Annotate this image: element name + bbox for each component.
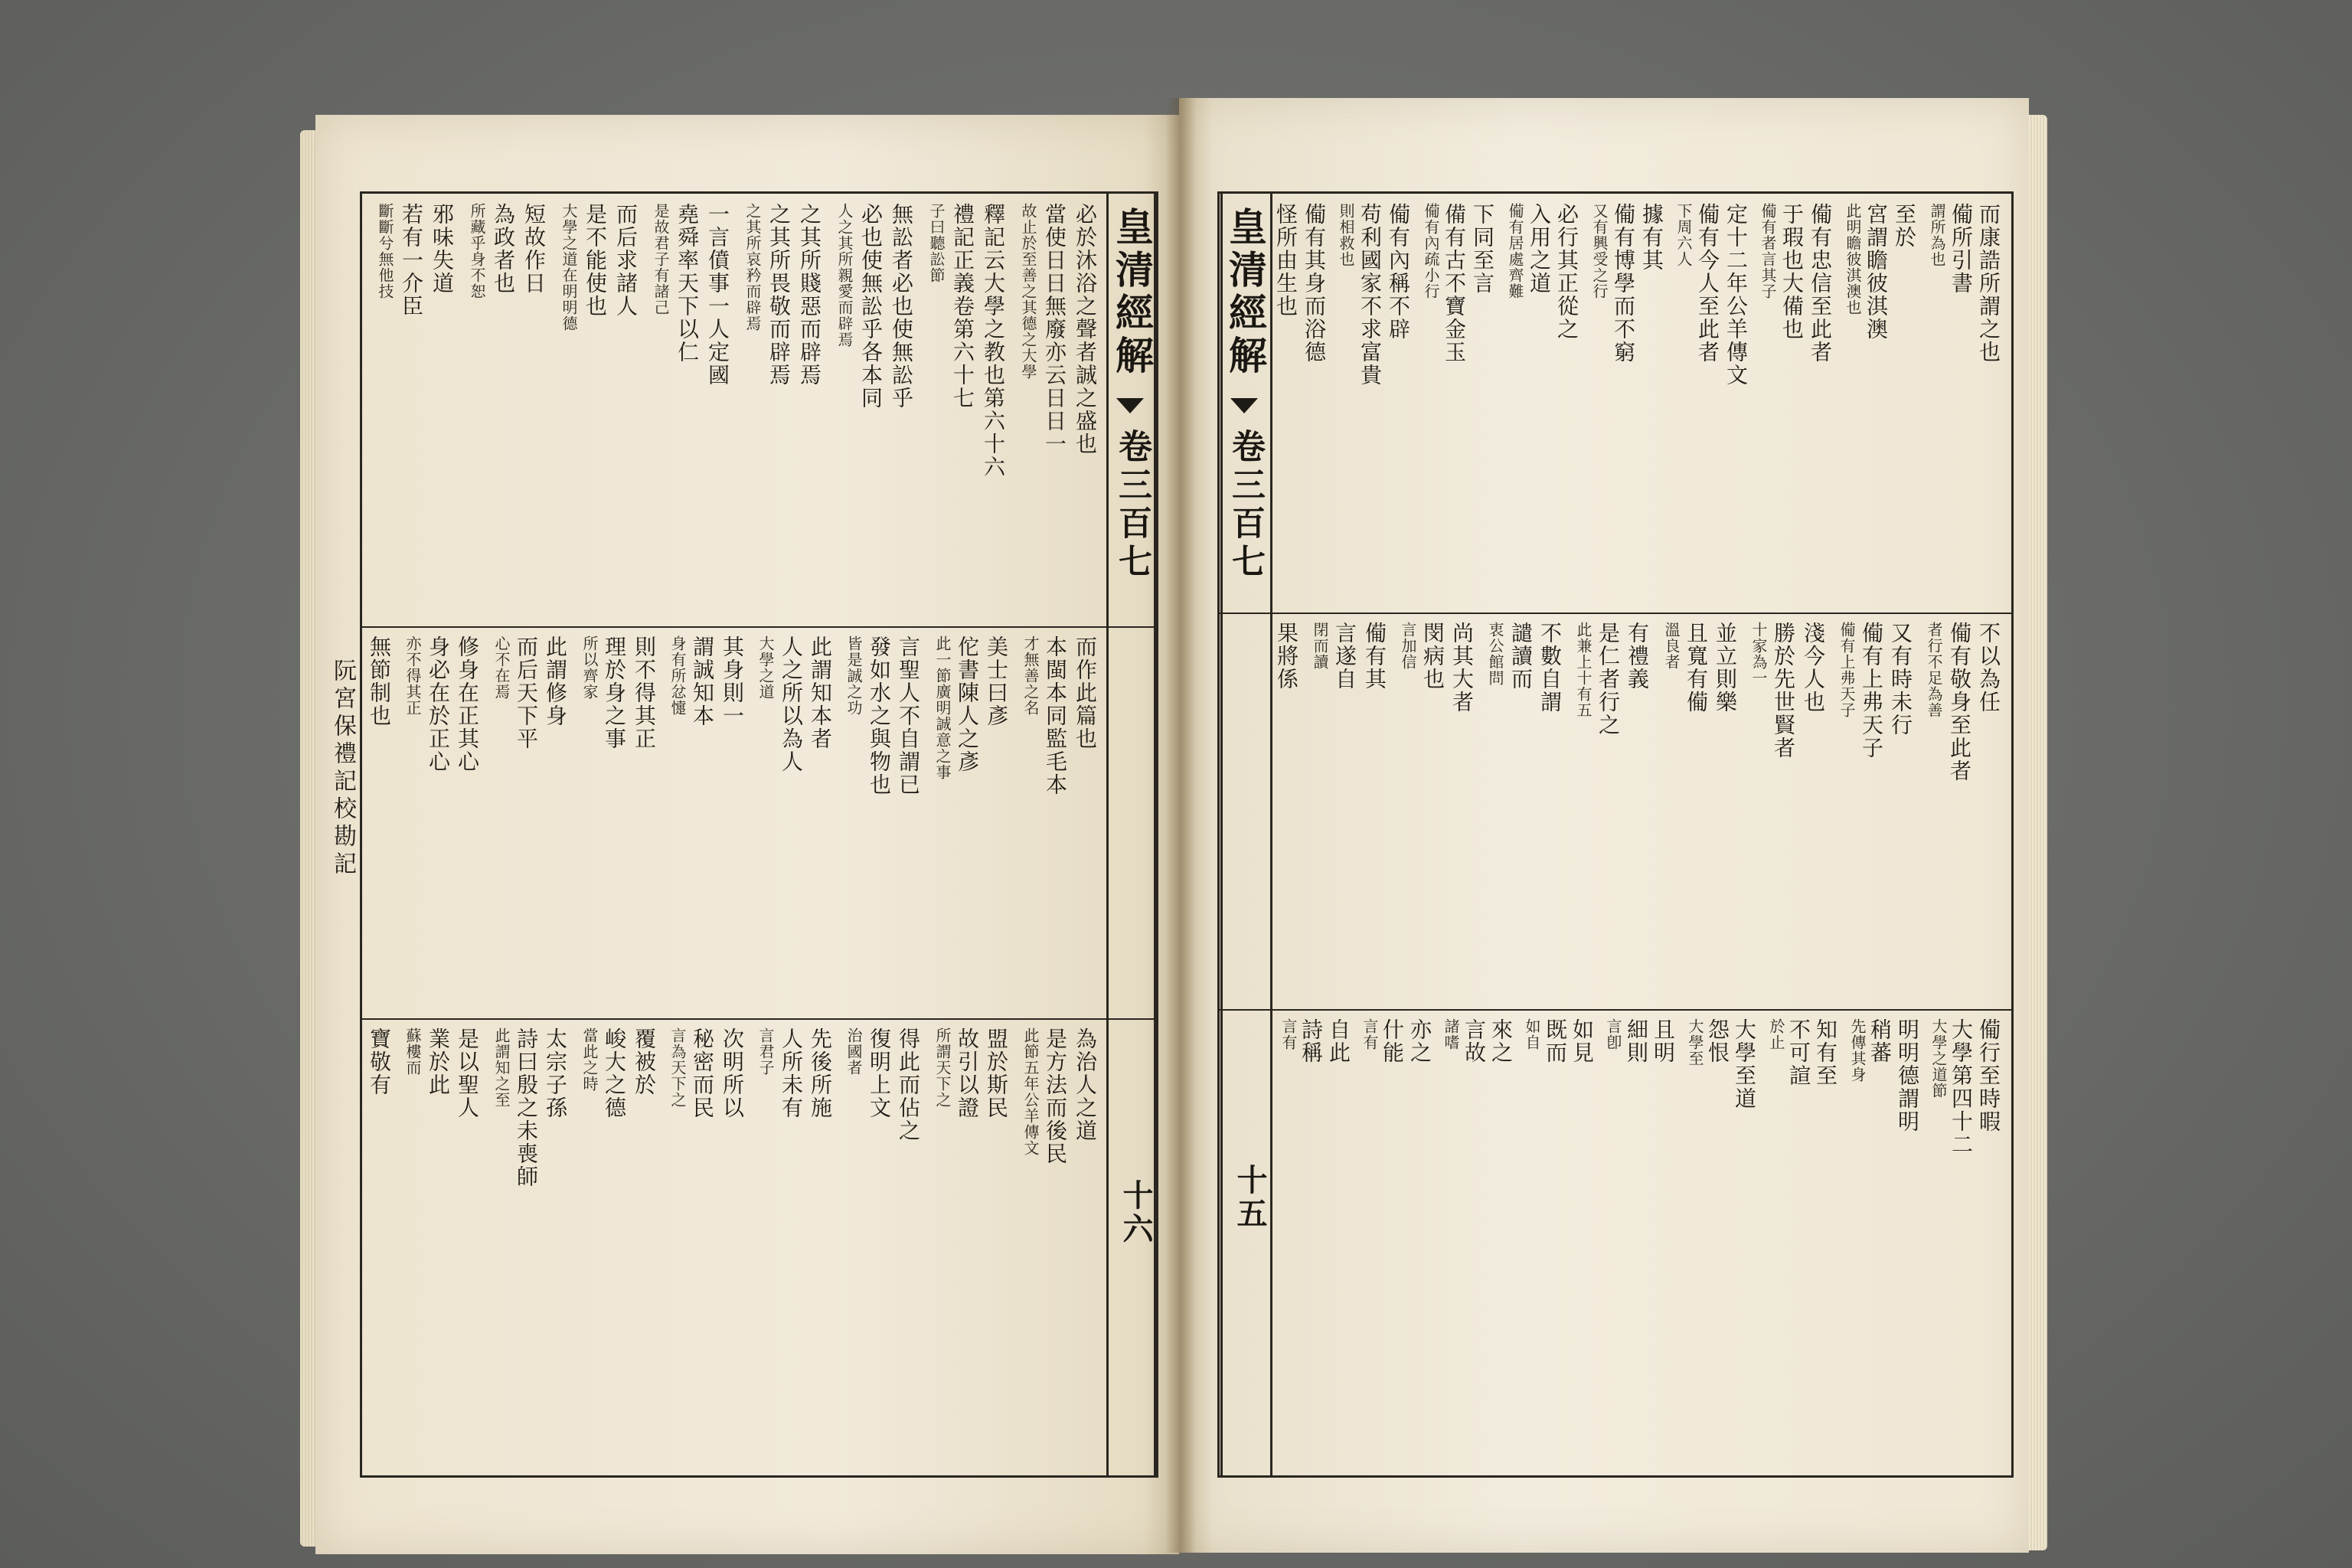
text-column: 詩曰殷之未喪師 <box>514 1027 539 1188</box>
text-column: 下同至言 <box>1470 203 1495 295</box>
text-column: 而康誥所謂之也 <box>1976 203 2001 364</box>
text-column: 僃有上弗天子 <box>1859 622 1884 760</box>
text-column: 譴讀而 <box>1508 622 1534 691</box>
text-column: 所謂天下之 <box>933 1027 952 1108</box>
text-column: 言君子 <box>756 1027 775 1076</box>
text-column: 而后求諸人 <box>613 203 639 318</box>
text-column: 此節五年公羊傳文 <box>1021 1027 1040 1156</box>
text-column: 知有至 <box>1813 1018 1838 1087</box>
text-column: 堯舜率天下以仁 <box>675 203 700 364</box>
text-column: 寶敬有 <box>367 1027 392 1096</box>
text-column: 修身在正其心 <box>455 635 480 773</box>
text-column: 于瑕也大備也 <box>1779 203 1805 341</box>
text-column: 不數自謂 <box>1537 622 1563 714</box>
text-column: 覆被於 <box>632 1027 657 1096</box>
left-lower-divider <box>360 1018 1156 1020</box>
text-column: 之其所哀矜而辟焉 <box>743 203 762 332</box>
text-column: 此明瞻彼淇澳也 <box>1844 203 1862 315</box>
text-column: 峻大之德 <box>602 1027 627 1119</box>
text-column: 又有時未行 <box>1888 622 1913 737</box>
text-column: 為政者也 <box>491 203 516 295</box>
text-column: 什能 <box>1380 1018 1405 1064</box>
text-column: 如見 <box>1570 1018 1595 1064</box>
text-column: 且明 <box>1651 1018 1676 1064</box>
text-column: 業於此 <box>426 1027 451 1096</box>
left-fishtail-icon <box>1116 398 1144 413</box>
right-banner-box <box>1220 191 1272 1478</box>
text-column: 亦不得其正 <box>403 635 422 716</box>
text-column: 僃有內疏小行 <box>1422 203 1440 299</box>
text-column: 言卽 <box>1604 1018 1622 1050</box>
text-column: 此謂知之至 <box>492 1027 511 1108</box>
text-column: 尚其大者 <box>1449 622 1475 714</box>
text-column: 並立則樂 <box>1713 622 1738 714</box>
text-column: 僃有內稱不辟 <box>1386 203 1411 341</box>
text-column: 治國者 <box>844 1027 863 1076</box>
text-column: 此兼上十有五 <box>1574 622 1592 718</box>
text-column: 細則 <box>1624 1018 1649 1064</box>
left-banner-title: 皇清經解 <box>1109 207 1155 378</box>
text-column: 僃有居處齊難 <box>1506 203 1524 299</box>
left-banner-box <box>1106 191 1158 1478</box>
text-column: 是故君子有諸己 <box>652 203 670 315</box>
text-column: 僃有上弗天子 <box>1838 622 1856 718</box>
text-column: 僃行至時暇 <box>1976 1018 2001 1133</box>
text-column: 勝於先世賢者 <box>1771 622 1796 760</box>
right-lower-divider <box>1217 1009 2014 1011</box>
text-column: 心不在焉 <box>492 635 511 700</box>
text-column: 者行不足為善 <box>1925 622 1943 718</box>
text-column: 佗書陳人之彥 <box>955 635 980 773</box>
text-column: 淺今人也 <box>1801 622 1826 714</box>
text-column: 是方法而後民 <box>1043 1027 1068 1165</box>
text-column: 無節制也 <box>367 635 392 727</box>
text-column: 先後所施 <box>808 1027 833 1119</box>
text-column: 人之其所親愛而辟焉 <box>835 203 854 348</box>
text-column: 之其所畏敬而辟焉 <box>766 203 792 387</box>
text-column: 為治人之道 <box>1073 1027 1098 1142</box>
text-column: 是以聖人 <box>455 1027 480 1119</box>
text-column: 僃有博學而不窮 <box>1611 203 1636 364</box>
text-column: 大學第四十二 <box>1949 1018 1974 1156</box>
text-column: 當使日日無廢亦云日日一 <box>1042 203 1067 456</box>
text-column: 言故 <box>1462 1018 1487 1064</box>
text-column: 閔病也 <box>1420 622 1446 691</box>
text-column: 下周六人 <box>1674 203 1693 267</box>
text-column: 理於身之事 <box>602 635 627 750</box>
text-column: 僃有其 <box>1362 622 1387 691</box>
book-gutter <box>1165 98 1196 1553</box>
text-column: 人所未有 <box>779 1027 804 1119</box>
text-column: 僃有者言其子 <box>1759 203 1777 299</box>
left-page-number: 十六 <box>1118 1179 1154 1246</box>
text-column: 又有興受之行 <box>1590 203 1609 299</box>
text-column: 身有所忿懥 <box>668 635 687 716</box>
text-column: 是仁者行之 <box>1596 622 1621 737</box>
text-column: 言有 <box>1279 1018 1298 1050</box>
text-column: 此一節廣明誠意之事 <box>933 635 952 780</box>
text-column: 大學之道節 <box>1929 1018 1948 1099</box>
text-column: 有禮義 <box>1625 622 1650 691</box>
text-column: 子曰聽訟節 <box>927 203 946 283</box>
text-column: 人之所以為人 <box>779 635 804 773</box>
text-column: 太宗子孫 <box>543 1027 568 1119</box>
text-column: 之其所賤惡而辟焉 <box>797 203 822 387</box>
text-column: 先傳其身 <box>1848 1018 1867 1083</box>
text-column: 衷公館問 <box>1486 622 1504 686</box>
text-column: 怪所由生也 <box>1273 203 1298 318</box>
text-column: 果將係 <box>1274 622 1299 691</box>
text-column: 一言僨事一人定國 <box>705 203 730 387</box>
text-column: 而后天下平 <box>514 635 539 750</box>
text-column: 皆是誠之功 <box>844 635 863 716</box>
text-column: 言有 <box>1361 1018 1379 1050</box>
text-column: 本閩本同監毛本 <box>1043 635 1068 796</box>
right-banner-title: 皇清經解 <box>1223 207 1268 378</box>
text-column: 此謂修身 <box>543 635 568 727</box>
text-column: 言為天下之 <box>668 1027 687 1108</box>
text-column: 僃有其身而浴德 <box>1302 203 1327 364</box>
text-column: 則不得其正 <box>632 635 657 750</box>
text-column: 大學至 <box>1686 1018 1704 1067</box>
text-column: 身必在於正心 <box>426 635 451 773</box>
text-column: 亦之 <box>1407 1018 1432 1064</box>
text-column: 據有其 <box>1639 203 1664 272</box>
text-column: 故引以證 <box>955 1027 980 1119</box>
text-column: 言加信 <box>1399 622 1417 670</box>
text-column: 此謂知本者 <box>808 635 833 750</box>
text-column: 不以為任 <box>1976 622 2001 714</box>
text-column: 必行其正從之 <box>1554 203 1579 341</box>
text-column: 無訟者必也使無訟乎 <box>889 203 914 410</box>
text-column: 而作此篇也 <box>1073 635 1098 750</box>
text-column: 故止於至善之其德之大學 <box>1019 203 1037 380</box>
text-column: 諸嗜 <box>1442 1018 1460 1050</box>
right-upper-divider <box>1217 612 2014 614</box>
text-column: 謂所為也 <box>1928 203 1946 267</box>
text-column: 復明上文 <box>867 1027 892 1119</box>
text-column: 發如水之與物也 <box>867 635 892 796</box>
text-column: 僃所引書 <box>1949 203 1974 295</box>
text-column: 來之 <box>1488 1018 1514 1064</box>
text-column: 才無善之名 <box>1021 635 1040 716</box>
left-colophon: 阮宮保禮記校勘記 <box>329 658 356 879</box>
text-column: 僃有敬身至此者 <box>1947 622 1972 782</box>
text-column: 若有一介臣 <box>399 203 424 318</box>
text-column: 入用之道 <box>1527 203 1552 295</box>
text-column: 僃有忠信至此者 <box>1808 203 1833 364</box>
text-column: 謂誠知本 <box>690 635 715 727</box>
left-banner-volume: 卷三百七 <box>1112 429 1152 582</box>
text-column: 美士曰彥 <box>984 635 1009 727</box>
text-column: 不可諠 <box>1786 1018 1811 1087</box>
text-column: 稍蕃 <box>1867 1018 1893 1064</box>
text-column: 苟利國家不求富貴 <box>1357 203 1383 387</box>
text-column: 大學至道 <box>1732 1018 1757 1110</box>
text-column: 詩稱 <box>1298 1018 1324 1064</box>
text-column: 得此而佔之 <box>896 1027 921 1142</box>
text-column: 於止 <box>1767 1018 1785 1050</box>
text-column: 是不能使也 <box>583 203 608 318</box>
text-column: 至於 <box>1892 203 1917 249</box>
text-column: 禮記正義卷第六十七 <box>950 203 975 410</box>
text-column: 必也使無訟乎各本同 <box>858 203 884 410</box>
text-column: 大學之道在明明德 <box>560 203 578 332</box>
text-column: 宮謂瞻彼淇澳 <box>1864 203 1889 341</box>
text-column: 邪味失道 <box>430 203 455 295</box>
text-column: 蘇樓而 <box>403 1027 422 1076</box>
text-column: 次明所以 <box>720 1027 745 1119</box>
right-banner-volume: 卷三百七 <box>1226 429 1265 582</box>
text-column: 閉而讀 <box>1311 622 1329 670</box>
text-column: 十家為一 <box>1749 622 1768 686</box>
right-fishtail-icon <box>1230 398 1258 413</box>
text-column: 釋記云大學之教也第六十六 <box>981 203 1006 479</box>
text-column: 秘密而民 <box>690 1027 715 1119</box>
text-column: 自此 <box>1326 1018 1351 1064</box>
text-column: 言聖人不自謂已 <box>896 635 921 796</box>
text-column: 斷斷兮無他技 <box>376 203 394 299</box>
text-column: 如自 <box>1523 1018 1541 1050</box>
left-upper-divider <box>360 626 1156 628</box>
text-column: 其身則一 <box>720 635 745 727</box>
right-page-number: 十五 <box>1232 1164 1268 1231</box>
text-column: 必於沐浴之聲者誠之盛也 <box>1073 203 1098 456</box>
text-column: 明明德謂明 <box>1895 1018 1920 1133</box>
text-column: 定十二年公羊傳文 <box>1723 203 1749 387</box>
text-column: 言遂自 <box>1332 622 1357 691</box>
text-column: 當此之時 <box>580 1027 599 1092</box>
text-column: 所以齊家 <box>580 635 599 700</box>
text-column: 且寬有僃 <box>1684 622 1709 714</box>
text-column: 所藏乎身不恕 <box>468 203 486 299</box>
text-column: 短故作日 <box>521 203 547 295</box>
text-column: 則相救也 <box>1337 203 1355 267</box>
text-column: 怨恨 <box>1705 1018 1730 1064</box>
text-column: 溫良者 <box>1662 622 1681 670</box>
text-column: 備有古不寶金玉 <box>1442 203 1467 364</box>
text-column: 盟於斯民 <box>984 1027 1009 1119</box>
text-column: 僃有今人至此者 <box>1695 203 1720 364</box>
text-column: 既而 <box>1543 1018 1568 1064</box>
text-column: 大學之道 <box>756 635 775 700</box>
